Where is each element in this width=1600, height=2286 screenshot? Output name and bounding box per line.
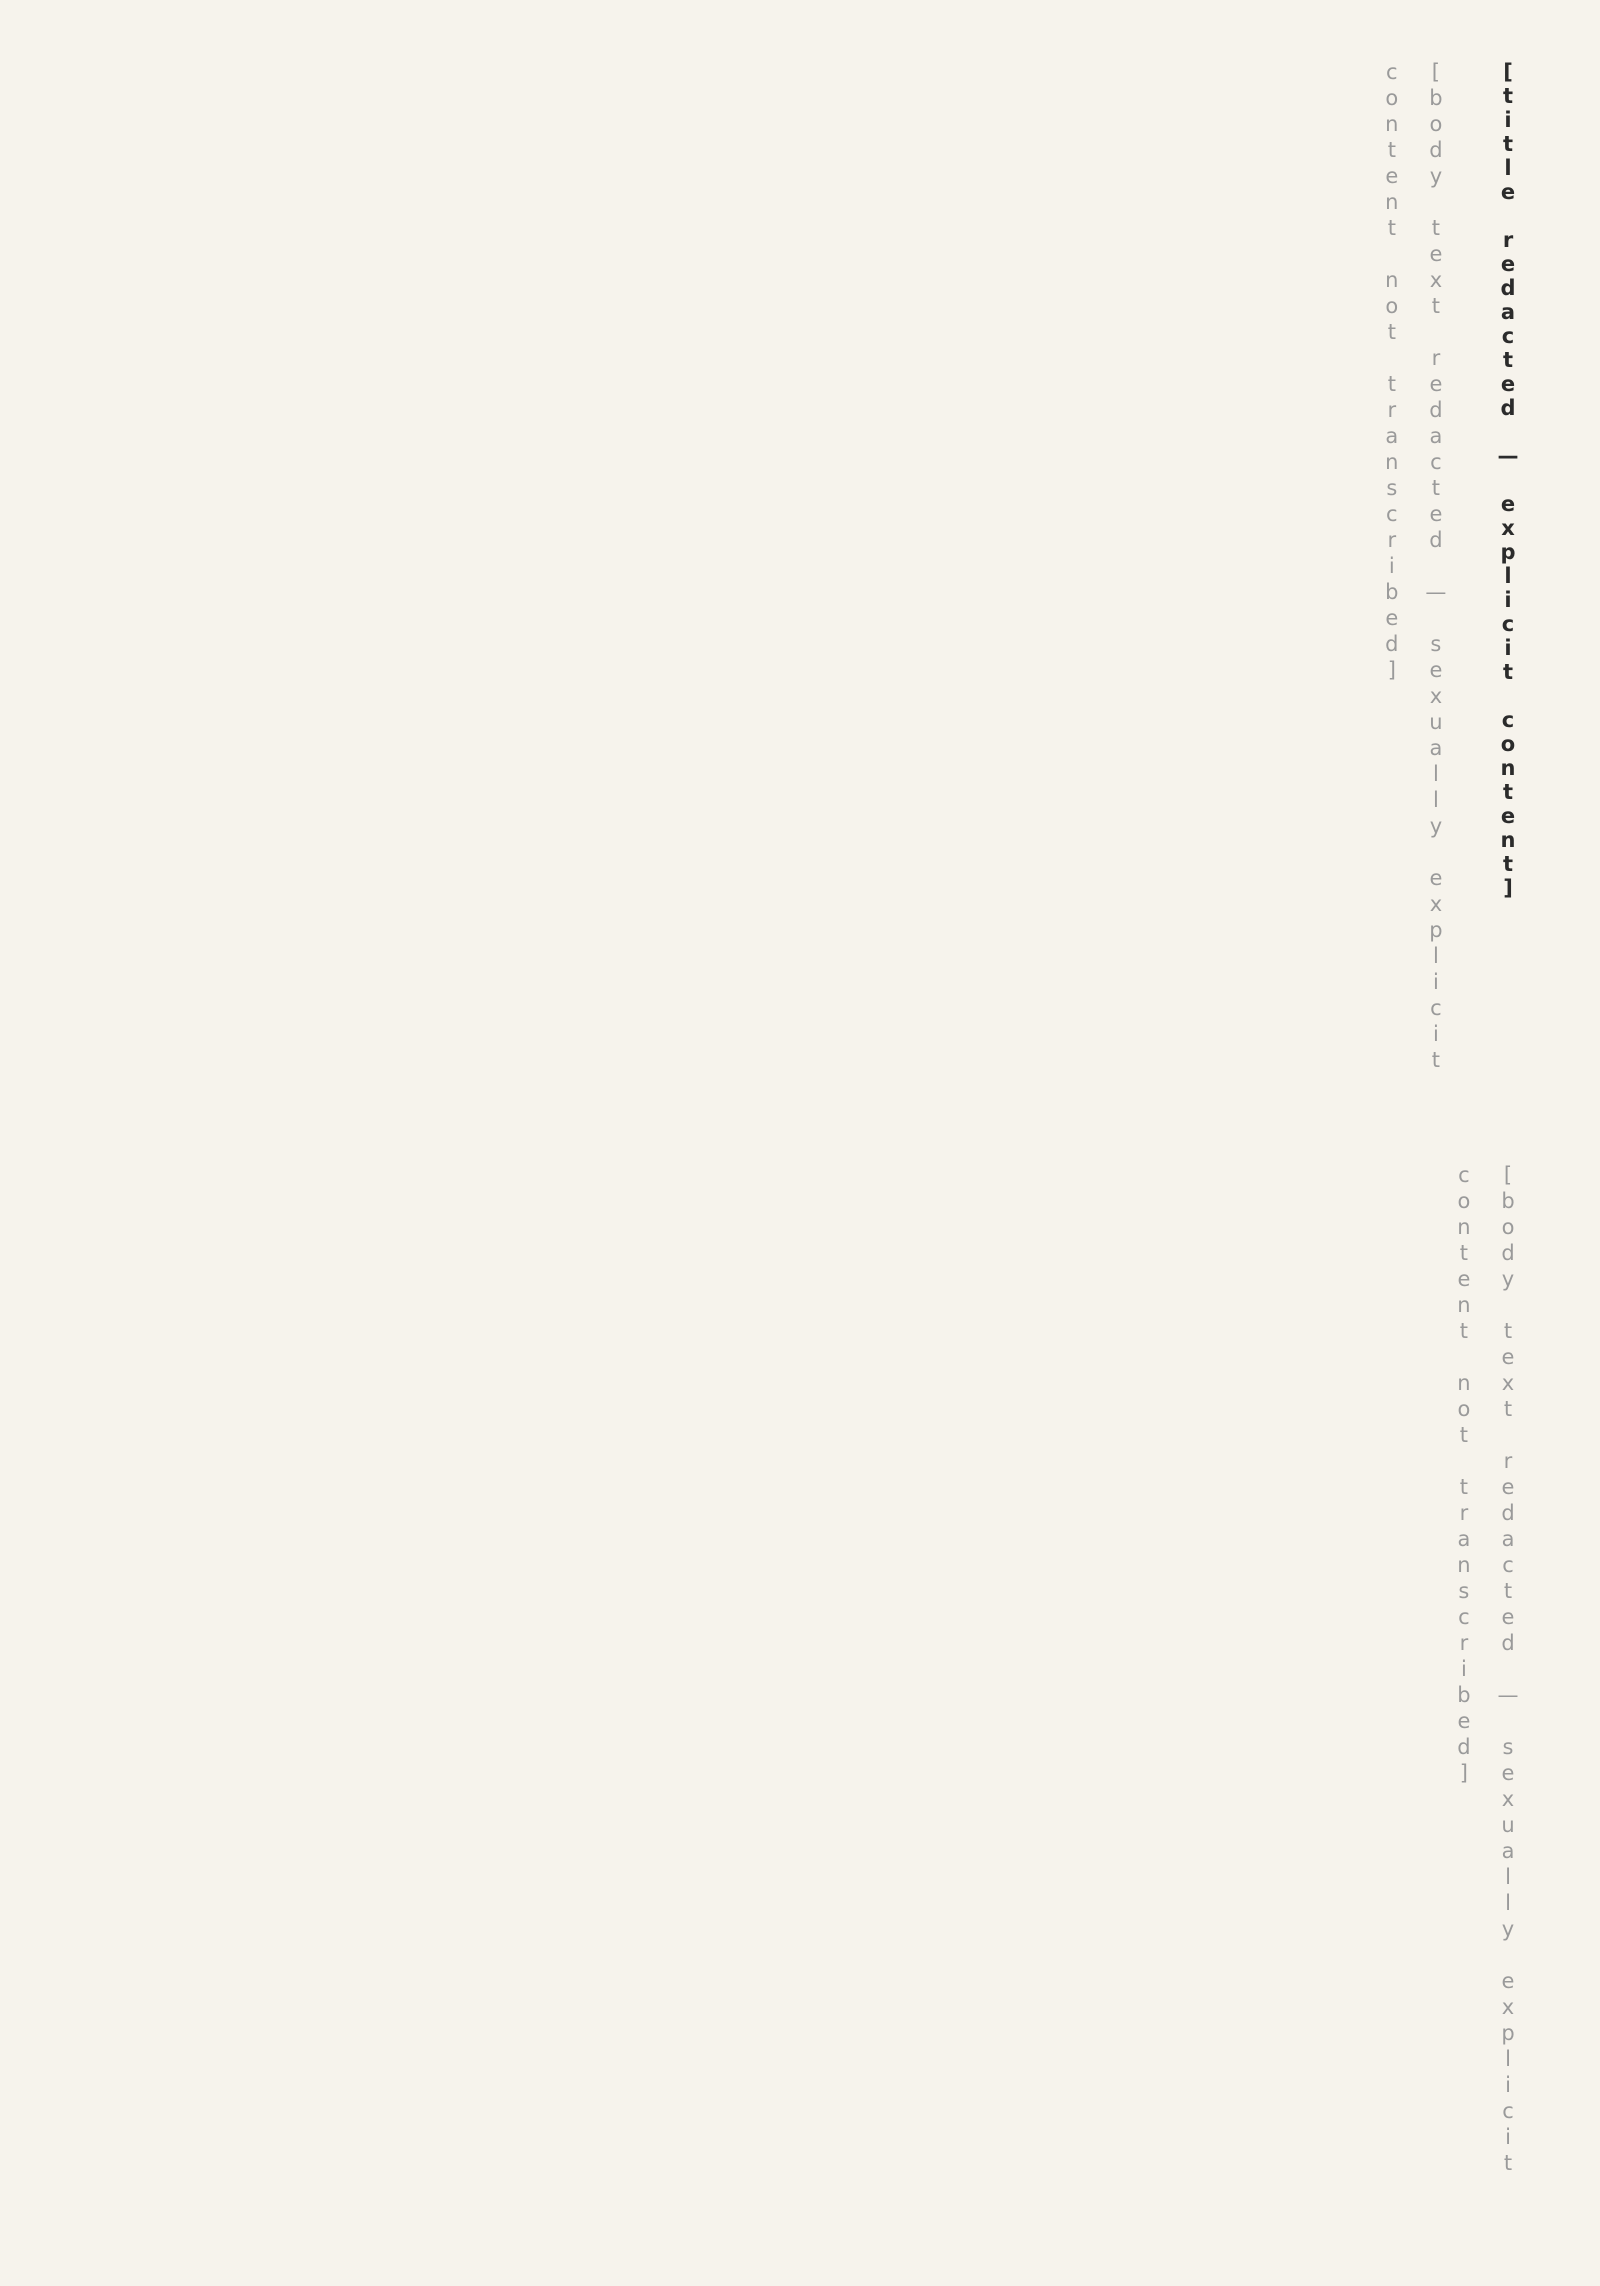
lower-text-block [70, 1163, 1530, 2226]
lower-body-text: [body text redacted — sexually explicit content not transcribed] [1451, 1163, 1520, 2177]
title-column: [title redacted — explicit content] [1496, 60, 1520, 900]
upper-body-text: [body text redacted — sexually explicit content not transcribed] [1379, 60, 1448, 1074]
upper-text-block [70, 60, 1530, 1123]
